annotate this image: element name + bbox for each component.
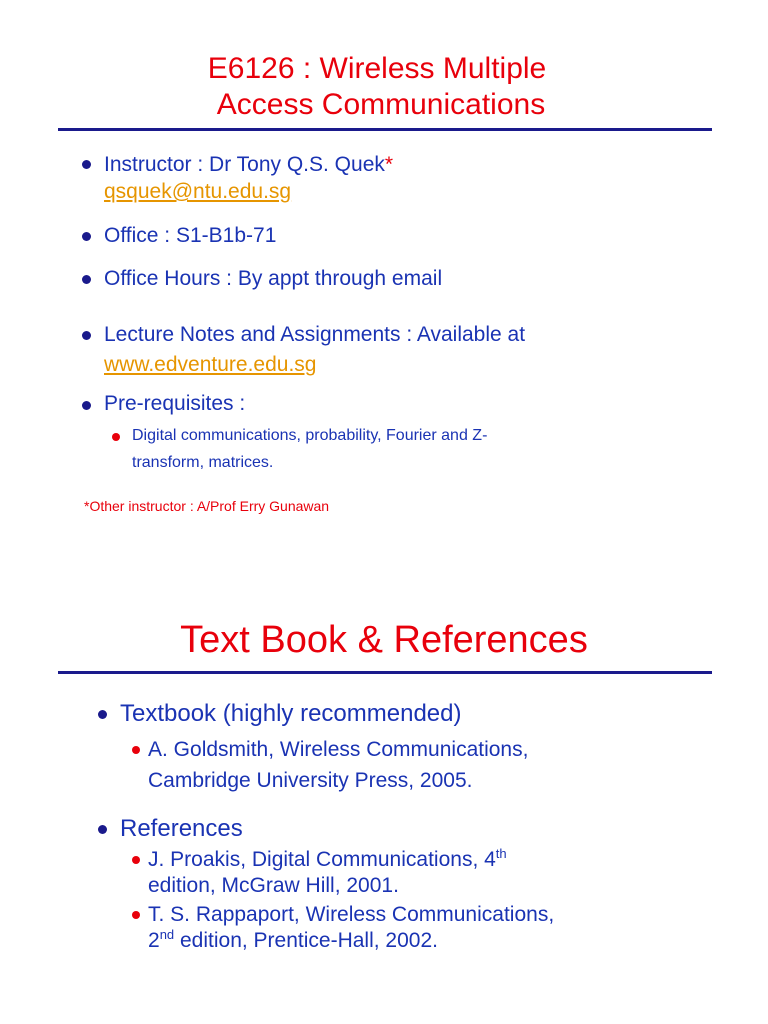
proakis-text: J. Proakis, Digital Communications, 4 [148,848,496,871]
rappaport-edition-sup: nd [159,927,175,942]
reference-proakis-line2: edition, McGraw Hill, 2001. [148,874,399,897]
rappaport-publisher: edition, Prentice-Hall, 2002. [174,929,438,952]
slide2-title-rule [58,671,712,674]
prereq-detail-line1: Digital communications, probability, Fourier and Z- [132,427,488,444]
other-instructor-footnote: *Other instructor : A/Prof Erry Gunawan [84,498,330,514]
bullet-instructor [82,160,91,169]
lecture-notes-line: Lecture Notes and Assignments : Available at [104,323,526,346]
bullet-lecture-notes [82,331,91,340]
sub-bullet-goldsmith [132,746,140,754]
bullet-prerequisites [82,401,91,410]
prereq-detail-line2: transform, matrices. [132,454,274,471]
sub-bullet-proakis [132,856,140,864]
slide2-title: Text Book & References [180,619,588,661]
reference-proakis-line1 [148,847,507,872]
instructor-label: Instructor : Dr Tony Q.S. Quek [104,153,385,176]
office-line: Office : S1-B1b-71 [104,224,277,247]
slide1-title-rule [58,128,712,131]
reference-rappaport-line1: T. S. Rappaport, Wireless Communications, [148,903,555,926]
textbook-goldsmith-line2: Cambridge University Press, 2005. [148,769,473,792]
instructor-line [104,153,393,177]
proakis-edition-sup: th [495,846,507,861]
edventure-link[interactable]: www.edventure.edu.sg [104,353,317,376]
references-heading: References [120,815,243,842]
instructor-email-link[interactable]: qsquek@ntu.edu.sg [104,180,292,203]
slide1-title-line2: Access Communications [216,88,546,121]
bullet-office-hours [82,275,91,284]
textbook-heading: Textbook (highly recommended) [120,700,462,727]
prerequisites-line: Pre-requisites : [104,392,246,415]
sub-bullet-prereq [112,433,120,441]
rappaport-edition-num: 2 [148,929,160,952]
instructor-footnote-star: * [384,153,394,176]
slide1-title-line1: E6126 : Wireless Multiple [207,52,547,85]
sub-bullet-rappaport [132,911,140,919]
bullet-office [82,232,91,241]
bullet-references [98,825,107,834]
office-hours-line: Office Hours : By appt through email [104,267,443,290]
textbook-goldsmith-line1: A. Goldsmith, Wireless Communications, [148,738,529,761]
reference-rappaport-line2 [148,928,438,953]
bullet-textbook [98,710,107,719]
